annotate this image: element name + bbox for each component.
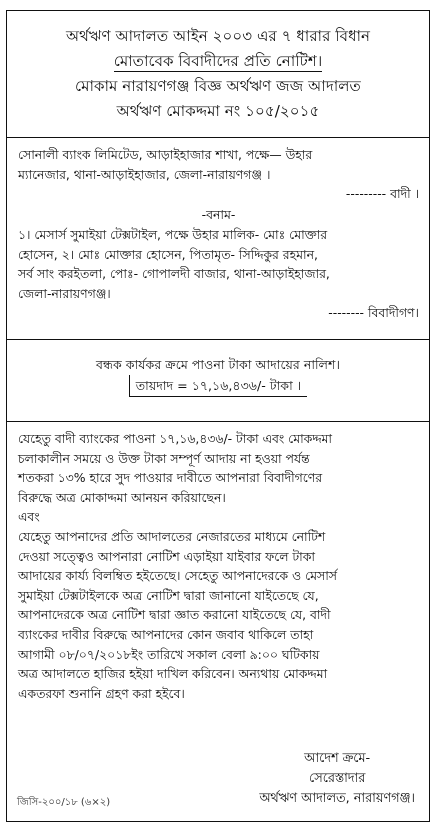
body-p1-line-4: বিরুদ্ধে অত্র মোকাদ্দমা আনয়ন করিয়াছেন। (18, 489, 226, 505)
notice-heading (9, 24, 427, 124)
body-p1-line-2: চলাকালীন সময়ে ও উক্ত টাকা সম্পূর্ণ আদায় না হওয়া পর্যন্ত (18, 450, 310, 466)
heading-line-2-text: মোতাবেক বিবাদীদের প্রতি নোটিশ। (113, 52, 323, 70)
plaintiff-line-1: সোনালী ব্যাংক লিমিটেড, আড়াইহাজার শাখা, পক্ষে— উহার (18, 147, 313, 162)
claim-divider (7, 421, 429, 422)
body-p2-line-9: একতরফা শুনানি গ্রহণ করা হইবে। (18, 685, 185, 701)
plaintiff-role: --------- বাদী । (345, 186, 419, 201)
signature-line-1: আদেশ ক্রমে- (304, 751, 371, 766)
defendants-role: -------- বিবাদীগণ। (328, 305, 419, 320)
heading-divider (7, 137, 429, 138)
body-p2-line-8: অত্র আদালতে হাজির হইয়া দাখিল করিবেন। অন্যথায় মোকদ্দমা (18, 666, 328, 682)
notice-body (18, 429, 421, 703)
heading-line-1: অর্থঋণ আদালত আইন ২০০৩ এর ৭ ধারার বিধান (65, 27, 371, 45)
signature-line-2: সেরেস্তাদার (309, 771, 366, 786)
plaintiff-line-2: ম্যানেজার, থানা-আড়াইহাজার, জেলা-নারায়ণগঞ্জ । (18, 166, 271, 182)
signature-line-3: অর্থঋণ আদালত, নারায়ণগঞ্জ। (259, 791, 415, 806)
defendants-line-2: হোসেন, ২। মোঃ মোক্তার হোসেন, পিতামৃত- সিদ্দিকুর রহমান, (18, 246, 318, 262)
plaintiff-block (18, 145, 419, 204)
body-p2-line-3: আদায়ের কার্য্য বিলম্বিত হইতেছে। সেহেতু আপনাদেরকে ও মেসার্স (18, 568, 337, 584)
versus-label: -বনাম- (201, 207, 236, 222)
signature-block (259, 749, 415, 809)
top-strip (0, 0, 438, 8)
body-p1-line-1: যেহেতু বাদী ব্যাংকের পাওনা ১৭,১৬,৪৩৬/- টাকা এবং মোকদ্দমা (18, 431, 332, 446)
heading-line-3: মোকাম নারায়ণগঞ্জ বিজ্ঞ অর্থঋণ জজ আদালত (75, 77, 361, 95)
body-p2-line-1: যেহেতু আপনাদের প্রতি আদালতের নেজারতের মাধ্যমে নোটিশ (18, 528, 326, 544)
defendants-line-1: ১। মেসার্স সুমাইয়া টেক্সটাইল, পক্ষে উহার মালিক- মোঃ মোক্তার (18, 227, 328, 242)
ad-code: জিসি-২০০/১৮ (৬×২) (17, 797, 111, 808)
defendants-block (18, 225, 419, 323)
body-p2-line-4: সুমাইয়া টেক্সটাইলকে অত্র নোটিশ দ্বারা জানানো যাইতেছে যে, (18, 587, 319, 603)
claim-line: বন্ধক কার্যকর ক্রমে পাওনা টাকা আদায়ের নালিশ। (96, 357, 340, 372)
notice-frame (6, 10, 430, 822)
heading-line-2 (9, 49, 427, 74)
claim-block (7, 354, 429, 397)
heading-line-4: অর্থঋণ মোকদ্দমা নং ১০৫/২০১৫ (116, 102, 320, 120)
body-p2-line-7: আগামী ০৮/০৭/২০১৮ইং তারিখে সকাল বেলা ৯:০০ ঘটিকায় (18, 646, 320, 662)
parties-divider (7, 339, 429, 340)
body-p2-line-5: আপনাদেরকে অত্র নোটিশ দ্বারা জ্ঞাত করানো যাইতেছে যে, বাদী (18, 607, 331, 623)
body-p2-line-6: ব্যাংকের দাবীর বিরুদ্ধে আপনাদের কোন জবাব থাকিলে তাহা (18, 626, 314, 642)
body-p1-line-3: শতকরা ১৩% হারে সুদ পাওয়ার দাবীতে আপনারা বিবাদীগণের (18, 470, 323, 486)
defendants-line-4: জেলা-নারায়ণগঞ্জ। (18, 285, 111, 301)
body-p2-line-2: দেওয়া সত্ত্বেও আপনারা নোটিশ এড়াইয়া যাইবার ফলে টাকা (18, 548, 315, 564)
claim-amount: তায়দাদ = ১৭,১৬,৪৩৬/- টাকা । (129, 375, 308, 397)
defendants-line-3: সর্ব সাং করইতলা, পোঃ- গোপালদী বাজার, থানা-আড়াইহাজার, (18, 266, 330, 281)
body-and: এবং (18, 509, 40, 525)
